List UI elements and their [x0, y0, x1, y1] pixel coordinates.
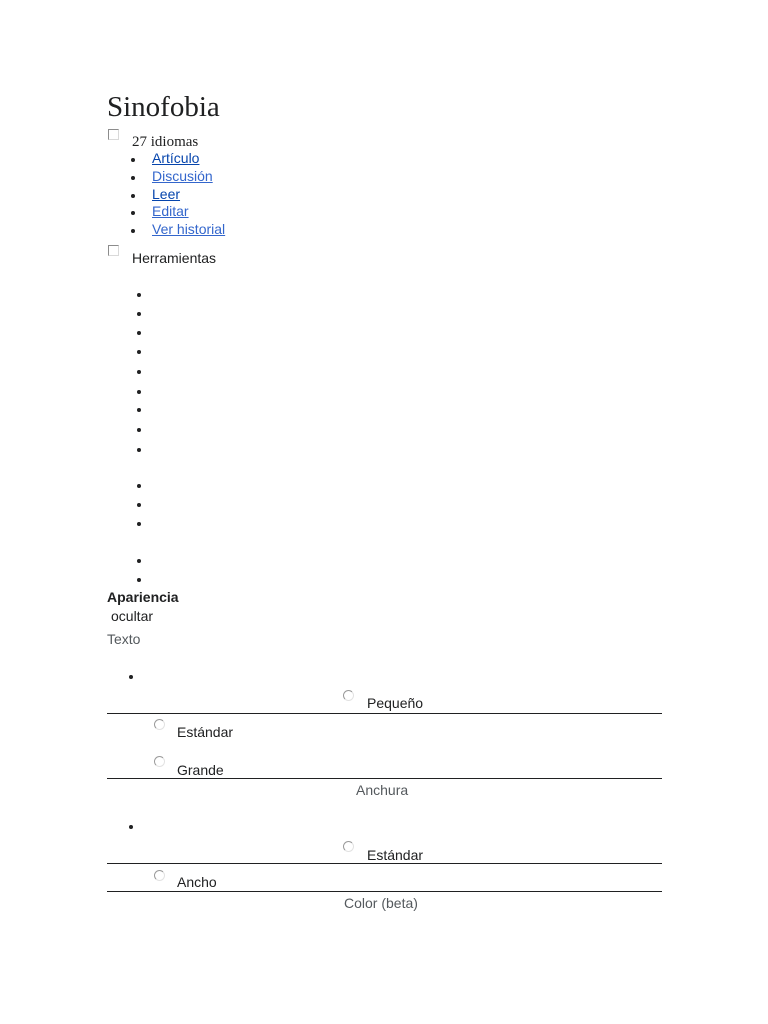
text-size-standard-radio[interactable] [154, 719, 165, 730]
read-link[interactable]: Leer [152, 185, 181, 202]
page-actions-nav [152, 150, 225, 239]
tools-list-item [137, 312, 141, 316]
width-wide-radio[interactable] [154, 870, 165, 881]
text-size-large-label: Grande [177, 762, 224, 778]
discussion-link[interactable]: Discusión [152, 167, 213, 184]
nav-item-article [152, 150, 225, 168]
languages-toggle-checkbox[interactable] [108, 129, 119, 140]
divider [107, 778, 662, 779]
appearance-heading: Apariencia [107, 589, 179, 605]
width-standard-label: Estándar [367, 847, 424, 863]
article-link[interactable]: Artículo [152, 150, 200, 166]
tools-button[interactable]: Herramientas [132, 250, 217, 266]
nav-item-history [152, 221, 225, 239]
tools-list-item [137, 293, 141, 297]
width-list-item [129, 825, 133, 829]
tools-list-item [137, 448, 141, 452]
divider [107, 863, 662, 864]
tools-list-item [137, 503, 141, 507]
text-size-small-label: Pequeño [367, 695, 424, 711]
page-title: Sinofobia [107, 91, 220, 123]
nav-item-read [152, 186, 225, 204]
appearance-hide-button[interactable]: ocultar [111, 608, 154, 624]
text-size-standard-label: Estándar [177, 724, 234, 740]
tools-list-item [137, 559, 141, 563]
divider [107, 891, 662, 892]
nav-item-discussion [152, 168, 225, 186]
languages-button[interactable]: 27 idiomas [132, 134, 199, 150]
width-label: Anchura [356, 782, 409, 798]
text-size-large-radio[interactable] [154, 756, 165, 767]
width-standard-radio[interactable] [343, 841, 354, 852]
tools-list-item [137, 484, 141, 488]
tools-list-item [137, 578, 141, 582]
text-size-label: Texto [107, 631, 141, 647]
width-wide-label: Ancho [177, 874, 217, 890]
tools-toggle-checkbox[interactable] [108, 245, 119, 256]
tools-list-item [137, 522, 141, 526]
text-size-list-item [129, 675, 133, 679]
tools-list-item [137, 408, 141, 412]
tools-list-item [137, 390, 141, 394]
color-label: Color (beta) [344, 895, 418, 911]
text-size-small-radio[interactable] [343, 690, 354, 701]
history-link[interactable]: Ver historial [152, 221, 226, 238]
tools-list-item [137, 428, 141, 432]
tools-list-item [137, 350, 141, 354]
nav-item-edit [152, 203, 225, 221]
edit-link[interactable]: Editar [152, 203, 189, 220]
divider [107, 713, 662, 714]
tools-list-item [137, 370, 141, 374]
tools-list-item [137, 331, 141, 335]
